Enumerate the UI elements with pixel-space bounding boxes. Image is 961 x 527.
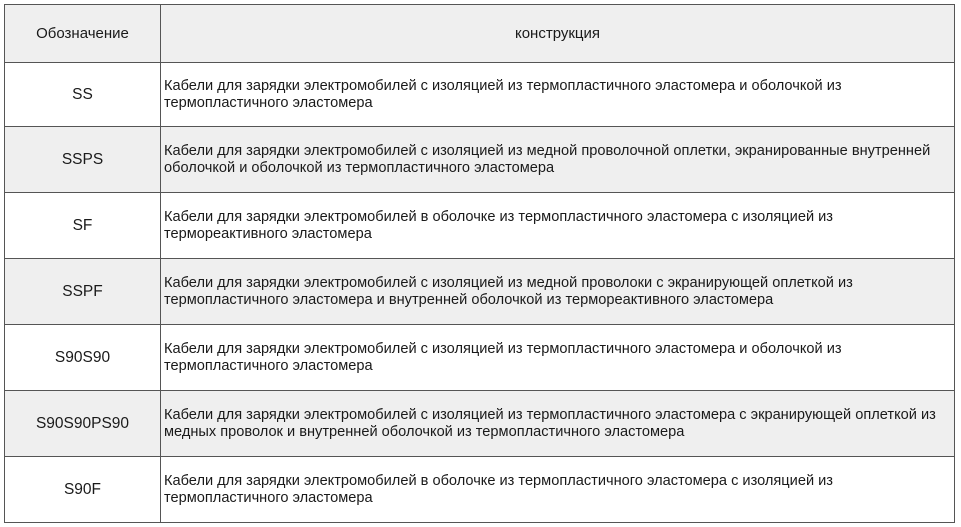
table-row [5,325,955,391]
cell-code: S90S90PS90 [5,391,161,457]
cell-description: Кабели для зарядки электромобилей в оболочке из термопластичного эластомера с изоляцией из термопластичного эластомера [161,457,955,523]
cell-description: Кабели для зарядки электромобилей с изоляцией из медной проволочной оплетки, экранированные внутренней оболочкой и оболочкой из термопластичного эластомера [161,127,955,193]
cell-description: Кабели для зарядки электромобилей с изоляцией из термопластичного эластомера с экранирующей оплеткой из медных проволок и внутренней оболочкой из термопластичного эластомера [161,391,955,457]
cell-code: SSPF [5,259,161,325]
table-row [5,193,955,259]
table-row [5,63,955,127]
cell-code: S90F [5,457,161,523]
cell-code: SS [5,63,161,127]
table-row [5,457,955,523]
cell-description: Кабели для зарядки электромобилей с изоляцией из медной проволоки с экранирующей оплеткой из термопластичного эластомера и внутренней оболочкой из термореактивного эластомера [161,259,955,325]
header-designation: Обозначение [5,5,161,63]
cell-description: Кабели для зарядки электромобилей с изоляцией из термопластичного эластомера и оболочкой из термопластичного эластомера [161,325,955,391]
header-construction: конструкция [161,5,955,63]
cell-code: S90S90 [5,325,161,391]
table-row [5,391,955,457]
cell-code: SSPS [5,127,161,193]
table-row [5,259,955,325]
table-row [5,127,955,193]
cell-code: SF [5,193,161,259]
cell-description: Кабели для зарядки электромобилей с изоляцией из термопластичного эластомера и оболочкой из термопластичного эластомера [161,63,955,127]
table-header-row [5,5,955,63]
cable-designation-table [4,4,955,523]
cell-description: Кабели для зарядки электромобилей в оболочке из термопластичного эластомера с изоляцией из термореактивного эластомера [161,193,955,259]
